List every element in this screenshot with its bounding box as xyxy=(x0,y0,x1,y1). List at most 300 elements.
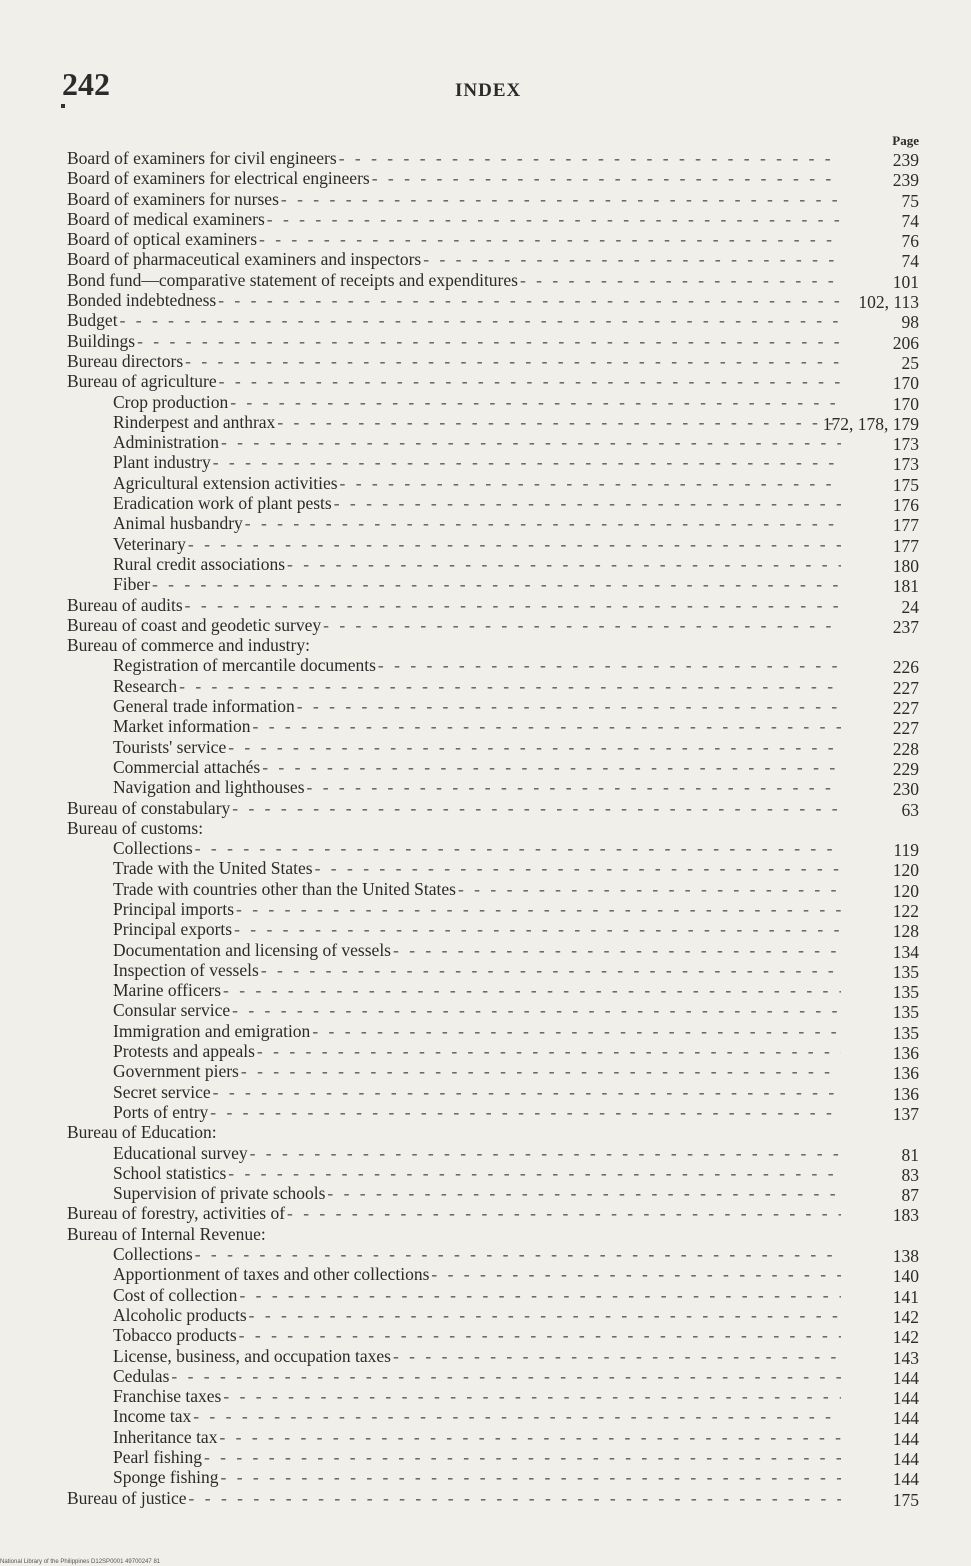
index-entry-leader xyxy=(113,757,841,777)
index-subentry-label: Inheritance tax xyxy=(113,1426,218,1447)
index-entry-leader xyxy=(113,1264,841,1284)
index-subentry-label: Rural credit associations xyxy=(113,553,286,574)
index-page-ref: 137 xyxy=(892,1103,919,1124)
index-entry-leader xyxy=(67,189,841,209)
index-entry-leader xyxy=(67,290,841,310)
index-entry-leader xyxy=(113,554,841,574)
index-page-ref: 239 xyxy=(892,150,919,170)
index-subentry-label: Marine officers xyxy=(113,980,222,1001)
index-page-ref: 142 xyxy=(892,1306,919,1327)
index-entry xyxy=(0,919,971,942)
dot-leader xyxy=(327,1183,841,1203)
index-subentry-label: Franchise taxes xyxy=(113,1386,222,1407)
index-entry xyxy=(0,676,971,696)
index-entry xyxy=(0,168,971,191)
dot-leader xyxy=(312,1021,841,1041)
index-entry-label: Board of pharmaceutical examiners and inspectors xyxy=(67,249,422,270)
index-subentry-label: Navigation and lighthouses xyxy=(113,777,305,798)
index-entry-leader xyxy=(67,1203,841,1223)
index-page-ref: 135 xyxy=(892,982,919,1003)
index-page-ref: 25 xyxy=(901,352,919,373)
index-page-ref: 144 xyxy=(892,1469,919,1490)
index-entry xyxy=(0,615,971,635)
dot-leader xyxy=(372,168,841,188)
index-page-ref: 74 xyxy=(901,210,919,231)
index-page-ref: 101 xyxy=(892,271,919,292)
index-page-ref: 128 xyxy=(892,921,919,942)
index-page-ref: 140 xyxy=(892,1266,919,1287)
index-subentry-label: Ports of entry xyxy=(113,1101,209,1122)
index-entry xyxy=(0,493,971,516)
index-page-ref: 228 xyxy=(892,738,919,759)
index-entry-leader xyxy=(67,371,841,391)
index-subentry-label: Veterinary xyxy=(113,533,186,554)
index-page-ref: 74 xyxy=(901,251,919,272)
index-entry-label: Board of examiners for nurses xyxy=(67,188,279,209)
index-entry xyxy=(0,1305,971,1325)
index-entry xyxy=(0,1427,971,1447)
dot-leader xyxy=(221,1467,842,1487)
index-page-ref: 227 xyxy=(892,698,919,719)
index-subentry-label: Trade with countries other than the United States xyxy=(113,878,456,899)
dot-leader xyxy=(179,676,841,696)
index-entry-leader xyxy=(113,1427,841,1447)
index-entry xyxy=(0,148,971,168)
index-subentry-label: Collections xyxy=(113,1244,193,1265)
dot-leader xyxy=(241,1061,841,1081)
index-entry xyxy=(0,858,971,881)
index-entry xyxy=(0,757,971,777)
index-subentry-label: Rinderpest and anthrax xyxy=(113,411,276,432)
dot-leader xyxy=(520,270,841,290)
index-entry xyxy=(0,838,971,861)
index-entry xyxy=(0,351,971,371)
index-entry xyxy=(0,1244,971,1267)
index-entry xyxy=(0,392,971,412)
index-entry-leader xyxy=(113,432,841,452)
index-entry-leader xyxy=(113,1346,841,1366)
index-entry xyxy=(0,1082,971,1102)
index-subentry-label: Income tax xyxy=(113,1406,192,1427)
index-entry-leader xyxy=(67,331,841,351)
index-entry xyxy=(0,209,971,229)
dot-leader xyxy=(261,960,841,980)
index-page-ref: 180 xyxy=(892,555,919,576)
index-entry xyxy=(0,452,971,475)
index-entry-leader xyxy=(113,1143,841,1163)
index-subentry-label: Crop production xyxy=(113,391,229,412)
index-entry xyxy=(0,1183,971,1206)
index-entry xyxy=(0,1000,971,1023)
index-page-ref: 120 xyxy=(892,860,919,881)
index-page-ref: 138 xyxy=(892,1246,919,1267)
index-page-ref: 135 xyxy=(892,1022,919,1043)
index-subentry-label: Tourists' service xyxy=(113,736,227,757)
index-entry xyxy=(0,1285,971,1305)
index-page-ref: 134 xyxy=(892,941,919,962)
index-entry-leader xyxy=(67,595,841,615)
dot-leader xyxy=(232,1000,841,1020)
dot-leader xyxy=(287,1203,841,1223)
index-entry-leader xyxy=(113,493,841,513)
index-subentry-label: Immigration and emigration xyxy=(113,1020,311,1041)
index-page-ref: 173 xyxy=(892,454,919,475)
index-page-ref: 177 xyxy=(892,535,919,556)
index-entry-leader xyxy=(113,1406,841,1426)
index-entry xyxy=(0,980,971,1003)
index-entry-leader xyxy=(113,1244,841,1264)
index-entry-leader xyxy=(67,168,841,188)
index-page-ref: 102, 113 xyxy=(858,292,919,313)
index-entry-label: Bureau of audits xyxy=(67,594,183,615)
index-entry-leader xyxy=(113,1285,841,1305)
index-entry-leader xyxy=(113,655,841,675)
index-entry xyxy=(0,960,971,980)
index-entry-leader xyxy=(113,1467,841,1487)
dot-leader xyxy=(281,189,841,209)
index-entry xyxy=(0,798,971,818)
index-entry xyxy=(0,534,971,554)
index-entry-leader xyxy=(67,209,841,229)
index-entry xyxy=(0,635,971,655)
index-entry-label: Bureau of constabulary xyxy=(67,797,231,818)
index-entry xyxy=(0,777,971,800)
index-entry xyxy=(0,270,971,290)
index-subentry-label: Principal imports xyxy=(113,898,235,919)
index-entry-label: Bureau of customs: xyxy=(67,817,204,838)
index-entry-leader xyxy=(113,1000,841,1020)
dot-leader xyxy=(213,452,841,472)
dot-leader xyxy=(228,1163,841,1183)
index-entry xyxy=(0,940,971,960)
index-entry-leader xyxy=(113,696,841,716)
index-subentry-label: Market information xyxy=(113,716,251,737)
index-subentry-label: Government piers xyxy=(113,1061,239,1082)
index-entry-leader xyxy=(113,392,841,412)
index-entry-leader xyxy=(113,879,841,899)
index-entry xyxy=(0,1467,971,1490)
index-page-ref: 206 xyxy=(892,332,919,353)
index-entry-leader xyxy=(113,960,841,980)
index-entry-leader xyxy=(67,615,841,635)
index-entry xyxy=(0,1447,971,1467)
index-entry xyxy=(0,818,971,838)
dot-leader xyxy=(239,1285,841,1305)
dot-leader xyxy=(137,331,841,351)
index-subentry-label: Plant industry xyxy=(113,452,211,473)
page-title: INDEX xyxy=(455,80,522,101)
index-page-ref: 141 xyxy=(892,1286,919,1307)
index-entry-leader xyxy=(113,919,841,939)
index-entry-leader xyxy=(113,777,841,797)
index-entry-leader xyxy=(113,1082,841,1102)
dot-leader xyxy=(152,574,841,594)
dot-leader xyxy=(277,412,841,432)
dot-leader xyxy=(267,209,841,229)
index-page-ref: 81 xyxy=(901,1144,919,1165)
index-page-ref: 177 xyxy=(892,515,919,536)
index-page-ref: 136 xyxy=(892,1083,919,1104)
index-subentry-label: Trade with the United States xyxy=(113,858,313,879)
index-page-ref: 170 xyxy=(892,393,919,414)
index-entry xyxy=(0,331,971,351)
index-subentry-label: Cedulas xyxy=(113,1365,170,1386)
index-entry xyxy=(0,1325,971,1348)
index-page-ref: 24 xyxy=(901,596,919,617)
index-page-ref: 76 xyxy=(901,231,919,252)
index-page-ref: 98 xyxy=(901,312,919,333)
index-entry xyxy=(0,1102,971,1122)
dot-leader xyxy=(393,940,841,960)
index-entry xyxy=(0,574,971,597)
index-entry-leader xyxy=(113,1305,841,1325)
index-entry xyxy=(0,189,971,209)
index-entry-leader xyxy=(113,1447,841,1467)
footer-credit: National Library of the Philippines D12SP0001 49700247 81 xyxy=(0,1559,161,1565)
index-entry-leader xyxy=(113,838,841,858)
index-entry-leader xyxy=(67,1224,268,1244)
page-number: 242 xyxy=(62,66,110,102)
index-entry-label: Board of examiners for electrical engineers xyxy=(67,168,370,189)
index-entry-leader xyxy=(113,1061,841,1081)
dot-leader xyxy=(120,310,841,330)
dot-leader xyxy=(339,148,841,168)
index-page-ref: 136 xyxy=(892,1043,919,1064)
index-entry-leader xyxy=(113,980,841,1000)
index-entry xyxy=(0,1163,971,1183)
index-page-ref: 119 xyxy=(893,840,919,861)
index-entry-leader xyxy=(113,716,841,736)
index-entry-label: Bond fund—comparative statement of receipts and expenditures xyxy=(67,269,518,290)
index-page-ref: 237 xyxy=(892,616,919,637)
index-entry-leader xyxy=(67,249,841,269)
index-page-ref: 87 xyxy=(901,1185,919,1206)
index-subentry-label: Apportionment of taxes and other collections xyxy=(113,1264,430,1285)
index-subentry-label: Eradication work of plant pests xyxy=(113,493,332,514)
index-entry xyxy=(0,1061,971,1084)
dot-leader xyxy=(185,351,841,371)
index-page-ref: 135 xyxy=(892,961,919,982)
index-entry xyxy=(0,696,971,719)
index-entry xyxy=(0,290,971,313)
index-entry-leader xyxy=(113,1021,841,1041)
dot-leader xyxy=(423,249,841,269)
index-entry-leader xyxy=(113,676,841,696)
index-entry-leader xyxy=(113,1102,841,1122)
dot-leader xyxy=(228,737,841,757)
dot-leader xyxy=(239,1325,841,1345)
index-entry xyxy=(0,473,971,493)
index-entry-leader xyxy=(67,310,841,330)
index-subentry-label: Consular service xyxy=(113,1000,231,1021)
index-subentry-label: Research xyxy=(113,675,178,696)
index-entry-leader xyxy=(67,148,841,168)
dot-leader xyxy=(213,1082,841,1102)
index-entry-label: Bureau of coast and geodetic survey xyxy=(67,614,322,635)
dot-leader xyxy=(218,290,841,310)
dot-leader xyxy=(340,473,841,493)
index-subentry-label: Commercial attachés xyxy=(113,756,261,777)
index-entry-leader xyxy=(113,737,841,757)
index-subentry-label: Animal husbandry xyxy=(113,513,243,534)
index-entry xyxy=(0,310,971,333)
index-page-ref: 170 xyxy=(892,373,919,394)
dot-leader xyxy=(210,1102,841,1122)
dot-leader xyxy=(249,1305,841,1325)
index-entry-leader xyxy=(67,1488,841,1508)
index-entry-leader xyxy=(113,574,841,594)
index-entry xyxy=(0,229,971,252)
index-entry-leader xyxy=(67,351,841,371)
index-entry xyxy=(0,412,971,432)
index-entry xyxy=(0,554,971,574)
index-entry-leader xyxy=(113,899,841,919)
index-entry xyxy=(0,1366,971,1386)
dot-leader xyxy=(259,229,841,249)
index-page-ref: 175 xyxy=(892,474,919,495)
index-subentry-label: Administration xyxy=(113,432,219,453)
index-subentry-label: Documentation and licensing of vessels xyxy=(113,939,391,960)
index-entry xyxy=(0,1041,971,1064)
index-page-ref: 181 xyxy=(892,576,919,597)
index-entry xyxy=(0,1386,971,1409)
index-entry-label: Board of examiners for civil engineers xyxy=(67,148,337,168)
index-page-ref: 183 xyxy=(892,1205,919,1226)
index-page-ref: 143 xyxy=(892,1347,919,1368)
index-page-ref: 173 xyxy=(892,434,919,455)
index-entry-label: Budget xyxy=(67,310,118,331)
index-subentry-label: Secret service xyxy=(113,1081,211,1102)
index-entry xyxy=(0,899,971,919)
dot-leader xyxy=(393,1346,841,1366)
dot-leader xyxy=(257,1041,841,1061)
index-subentry-label: Supervision of private schools xyxy=(113,1183,326,1204)
dot-leader xyxy=(230,392,841,412)
index-entry-label: Bureau of Education: xyxy=(67,1122,217,1143)
index-page-ref: 136 xyxy=(892,1063,919,1084)
index-page-ref: 75 xyxy=(901,190,919,211)
index-entry-leader xyxy=(113,1163,841,1183)
index-entry xyxy=(0,1143,971,1163)
index-entry-leader xyxy=(113,534,841,554)
index-subentry-label: Principal exports xyxy=(113,919,233,940)
dot-leader xyxy=(307,777,841,797)
index-entry-label: Bureau of agriculture xyxy=(67,371,217,392)
index-entry xyxy=(0,249,971,272)
index-subentry-label: Protests and appeals xyxy=(113,1041,255,1062)
index-page-ref: 172, 178, 179 xyxy=(822,413,919,434)
index-page-ref: 63 xyxy=(901,799,919,820)
index-entry-label: Bureau of commerce and industry: xyxy=(67,635,310,656)
index-entry-leader xyxy=(113,858,841,878)
dot-leader xyxy=(234,919,841,939)
index-page-ref: 144 xyxy=(892,1388,919,1409)
page-column-label: Page xyxy=(892,133,919,148)
dot-leader xyxy=(334,493,841,513)
index-page-ref: 144 xyxy=(892,1367,919,1388)
index-page-ref: 227 xyxy=(892,677,919,698)
index-page-ref: 175 xyxy=(892,1489,919,1510)
dot-leader xyxy=(323,615,841,635)
dot-leader xyxy=(236,899,841,919)
index-entry xyxy=(0,879,971,899)
index-subentry-label: Registration of mercantile documents xyxy=(113,655,376,676)
index-entry-leader xyxy=(67,798,841,818)
index-list xyxy=(0,148,971,1508)
index-entry-leader xyxy=(67,270,841,290)
index-entry-leader xyxy=(113,1183,841,1203)
index-subentry-label: Inspection of vessels xyxy=(113,959,259,980)
dot-leader xyxy=(253,716,841,736)
index-entry xyxy=(0,1224,971,1244)
dot-leader xyxy=(223,1386,841,1406)
index-subentry-label: School statistics xyxy=(113,1162,227,1183)
printer-mark xyxy=(61,104,65,108)
index-subentry-label: Agricultural extension activities xyxy=(113,472,338,493)
index-entry xyxy=(0,595,971,615)
dot-leader xyxy=(189,1488,841,1508)
index-entry xyxy=(0,432,971,455)
index-entry-label: Bonded indebtedness xyxy=(67,290,217,311)
dot-leader xyxy=(195,1244,841,1264)
index-page-ref: 226 xyxy=(892,657,919,678)
index-subentry-label: Sponge fishing xyxy=(113,1467,219,1488)
index-entry-leader xyxy=(67,635,312,655)
dot-leader xyxy=(378,655,841,675)
index-entry xyxy=(0,1203,971,1226)
index-entry-leader xyxy=(113,1366,841,1386)
index-page-ref: 120 xyxy=(892,880,919,901)
index-entry-label: Board of optical examiners xyxy=(67,229,258,250)
dot-leader xyxy=(245,513,841,533)
index-subentry-label: Alcoholic products xyxy=(113,1304,247,1325)
dot-leader xyxy=(219,1427,841,1447)
index-entry-leader xyxy=(67,229,841,249)
index-entry-label: Board of medical examiners xyxy=(67,208,265,229)
index-entry xyxy=(0,737,971,757)
index-page-ref: 176 xyxy=(892,495,919,516)
index-entry-leader xyxy=(67,1122,219,1142)
index-subentry-label: General trade information xyxy=(113,696,295,717)
dot-leader xyxy=(223,980,841,1000)
dot-leader xyxy=(232,798,841,818)
index-page-ref: 83 xyxy=(901,1164,919,1185)
dot-leader xyxy=(221,432,841,452)
index-entry xyxy=(0,513,971,536)
index-entry xyxy=(0,655,971,678)
dot-leader xyxy=(315,858,841,878)
index-subentry-label: Collections xyxy=(113,838,193,859)
dot-leader xyxy=(171,1366,841,1386)
index-entry-leader xyxy=(67,818,205,838)
index-entry-leader xyxy=(113,1041,841,1061)
dot-leader xyxy=(185,595,841,615)
index-page-ref: 142 xyxy=(892,1327,919,1348)
dot-leader xyxy=(193,1406,841,1426)
index-entry-label: Bureau of forestry, activities of xyxy=(67,1203,286,1224)
index-entry xyxy=(0,1346,971,1366)
index-entry-leader xyxy=(113,513,841,533)
dot-leader xyxy=(262,757,841,777)
index-subentry-label: Educational survey xyxy=(113,1142,248,1163)
index-entry-label: Bureau directors xyxy=(67,350,184,371)
index-subentry-label: Pearl fishing xyxy=(113,1447,202,1467)
index-entry xyxy=(0,1406,971,1429)
index-entry-leader xyxy=(113,452,841,472)
index-entry xyxy=(0,371,971,394)
index-subentry-label: License, business, and occupation taxes xyxy=(113,1345,391,1366)
index-subentry-label: Cost of collection xyxy=(113,1284,238,1305)
